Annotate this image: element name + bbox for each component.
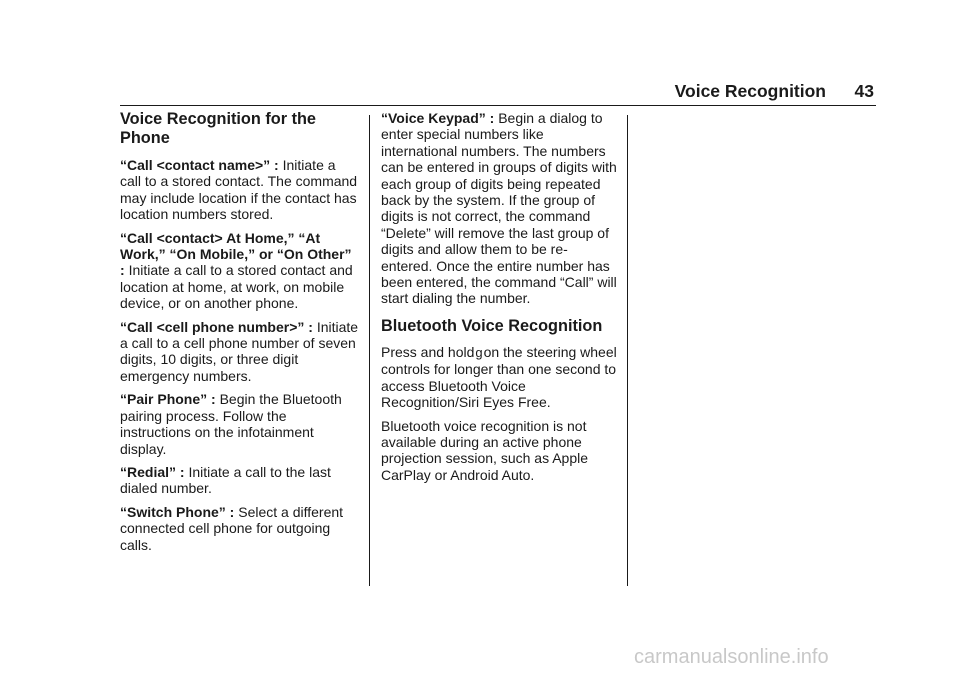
press-hold-text-rest: on the steering wheel controls for longer than one second to access Bluetooth Voice Recognition/Siri Eyes Free. [381,343,617,411]
command-entry [120,319,360,385]
command-entry [120,391,360,457]
command-entry [120,504,360,553]
availability-paragraph: Bluetooth voice recognition is not available during an active phone projection session, such as Apple CarPlay or Android Auto. [381,417,589,483]
command-desc: Initiate a call to a cell phone number of seven digits, 10 digits, or three digit emergency numbers. [120,318,359,384]
press-hold-text: Press and hold [381,343,475,360]
command-desc: Begin the Bluetooth pairing process. Follow the instructions on the infotainment display. [120,391,342,457]
page-number: 43 [854,81,874,101]
section-title: Voice Recognition [674,81,826,101]
command-desc: Initiate a call to the last dialed number. [120,463,331,497]
bluetooth-heading: Bluetooth Voice Recognition [381,316,603,335]
column-divider [627,115,628,586]
command-entry [381,110,617,307]
voice-recognition-icon: g [475,344,483,360]
left-column [120,110,360,560]
command-term: “Switch Phone” : [120,503,235,520]
command-desc: Initiate a call to a stored contact. The command may include location if the contact has location numbers stored. [120,157,358,223]
command-term: “Voice Keypad” : [381,110,495,126]
command-term: “Pair Phone” : [120,391,216,408]
command-desc: Select a different connected cell phone for outgoing calls. [120,503,344,553]
command-term: “Call <contact> At Home,” “At Work,” “On Mobile,” or “On Other” : [120,229,352,279]
page-header [120,81,876,106]
command-entry [120,157,360,223]
column-divider [369,115,370,586]
command-desc: Initiate a call to a stored contact and location at home, at work, on mobile device, or on another phone. [120,262,353,312]
command-term: “Call <cell phone number>” : [120,318,313,335]
command-entry [120,464,360,497]
command-term: “Call <contact name>” : [120,157,279,173]
command-desc: Begin a dialog to enter special numbers like international numbers. The numbers can be entered in groups of digits with each group of digits being repeated back by the system. If the group of digits is not correct, the command “Delete” will remove the last group of digits and allow them to be re-entered. Once the entire number has been entered, the command “Call” will start dialing the number. [381,110,617,307]
middle-column [381,110,617,490]
phone-heading: Voice Recognition for the Phone [120,110,316,147]
watermark: carmanualsonline.info [634,646,829,668]
command-entry [120,230,360,312]
command-term: “Redial” : [120,463,185,480]
press-hold-paragraph [381,344,617,411]
